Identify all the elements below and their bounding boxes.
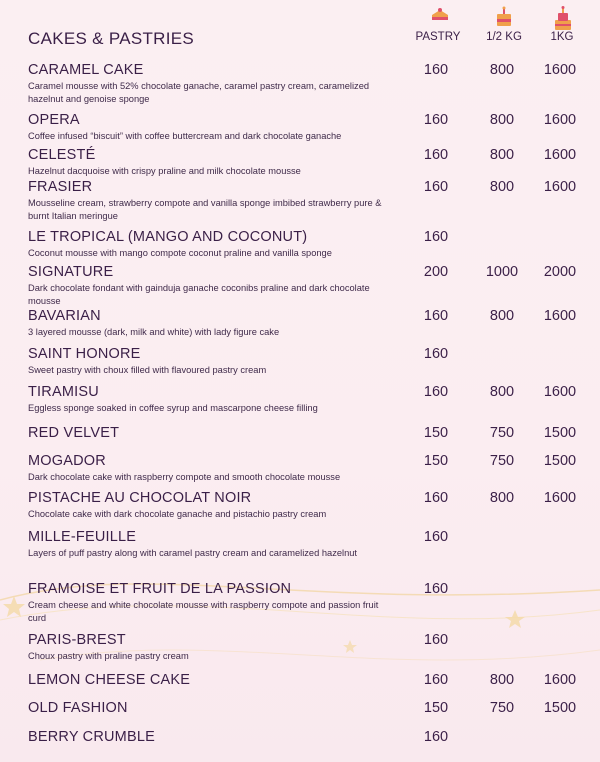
- price-one-kg: 1600: [543, 308, 577, 324]
- item-name: BAVARIAN: [28, 308, 101, 324]
- price-pastry: 160: [423, 729, 449, 745]
- item-name: PARIS-BREST: [28, 632, 126, 648]
- item-name: CELESTÉ: [28, 147, 96, 163]
- price-pastry: 150: [423, 425, 449, 441]
- item-description: Cream cheese and white chocolate mousse with raspberry compote and passion fruit curd: [28, 600, 379, 623]
- price-one-kg: 1500: [543, 453, 577, 469]
- item-name: OLD FASHION: [28, 700, 128, 716]
- item-description: Coconut mousse with mango compote coconut praline and vanilla sponge: [28, 248, 332, 258]
- price-pastry: 160: [423, 672, 449, 688]
- one-kg-cake-icon: [553, 6, 573, 32]
- menu-item: [28, 346, 588, 377]
- price-one-kg: 1600: [543, 62, 577, 78]
- price-half-kg: 800: [489, 384, 515, 400]
- column-header-one-kg: 1KG: [550, 31, 574, 43]
- price-one-kg: 1500: [543, 700, 577, 716]
- menu-item: [28, 179, 588, 223]
- item-description: Eggless sponge soaked in coffee syrup and mascarpone cheese filling: [28, 403, 318, 413]
- price-half-kg: 800: [489, 490, 515, 506]
- price-pastry: 150: [423, 700, 449, 716]
- price-pastry: 160: [423, 346, 449, 362]
- item-description: Sweet pastry with choux filled with flavoured pastry cream: [28, 365, 267, 375]
- item-name: PISTACHE AU CHOCOLAT NOIR: [28, 490, 252, 506]
- price-half-kg: 1000: [485, 264, 519, 280]
- price-one-kg: 1600: [543, 147, 577, 163]
- price-half-kg: 800: [489, 112, 515, 128]
- price-one-kg: 2000: [543, 264, 577, 280]
- pastry-slice-icon: [430, 6, 450, 26]
- menu-item: [28, 672, 588, 689]
- half-kg-cake-icon: [494, 6, 514, 28]
- menu-item: [28, 425, 588, 442]
- menu-item: [28, 229, 588, 260]
- price-one-kg: 1600: [543, 672, 577, 688]
- price-half-kg: 750: [489, 453, 515, 469]
- item-description: Mousseline cream, strawberry compote and vanilla sponge imbibed strawberry pure & burnt Italian meringue: [28, 198, 382, 221]
- price-pastry: 160: [423, 632, 449, 648]
- price-pastry: 160: [423, 490, 449, 506]
- price-pastry: 160: [423, 179, 449, 195]
- item-name: SIGNATURE: [28, 264, 114, 280]
- menu-item: [28, 729, 588, 746]
- item-description: Layers of puff pastry along with caramel pastry cream and caramelized hazelnut: [28, 548, 357, 558]
- menu-item: [28, 632, 588, 663]
- item-name: FRASIER: [28, 179, 93, 195]
- menu-item: [28, 62, 588, 106]
- item-description: Dark chocolate fondant with gainduja ganache coconibs praline and dark chocolate mousse: [28, 283, 370, 306]
- item-name: RED VELVET: [28, 425, 120, 441]
- price-half-kg: 750: [489, 425, 515, 441]
- item-description: 3 layered mousse (dark, milk and white) with lady figure cake: [28, 327, 280, 337]
- menu-item: [28, 700, 588, 717]
- price-half-kg: 800: [489, 308, 515, 324]
- section-title: CAKES & PASTRIES: [28, 29, 195, 48]
- item-description: Choux pastry with praline pastry cream: [28, 651, 189, 661]
- item-name: MOGADOR: [28, 453, 106, 469]
- price-one-kg: 1600: [543, 384, 577, 400]
- price-half-kg: 800: [489, 672, 515, 688]
- item-name: LE TROPICAL (MANGO AND COCONUT): [28, 229, 308, 245]
- item-name: MILLE-FEUILLE: [28, 529, 137, 545]
- price-pastry: 160: [423, 581, 449, 597]
- column-header-pastry: PASTRY: [415, 31, 461, 43]
- item-name: TIRAMISU: [28, 384, 99, 400]
- price-one-kg: 1500: [543, 425, 577, 441]
- item-name: LEMON CHEESE CAKE: [28, 672, 191, 688]
- price-pastry: 150: [423, 453, 449, 469]
- price-pastry: 160: [423, 112, 449, 128]
- price-one-kg: 1600: [543, 490, 577, 506]
- item-name: OPERA: [28, 112, 80, 128]
- item-name: FRAMOISE ET FRUIT DE LA PASSION: [28, 581, 292, 597]
- item-name: BERRY CRUMBLE: [28, 729, 155, 745]
- price-half-kg: 750: [489, 700, 515, 716]
- menu-item: [28, 490, 588, 521]
- item-description: Hazelnut dacquoise with crispy praline and milk chocolate mousse: [28, 166, 301, 176]
- item-description: Chocolate cake with dark chocolate ganache and pistachio pastry cream: [28, 509, 327, 519]
- price-half-kg: 800: [489, 147, 515, 163]
- item-description: Dark chocolate cake with raspberry compote and smooth chocolate mousse: [28, 472, 341, 482]
- price-one-kg: 1600: [543, 179, 577, 195]
- price-pastry: 160: [423, 384, 449, 400]
- price-pastry: 200: [423, 264, 449, 280]
- price-pastry: 160: [423, 308, 449, 324]
- price-one-kg: 1600: [543, 112, 577, 128]
- price-pastry: 160: [423, 62, 449, 78]
- price-half-kg: 800: [489, 179, 515, 195]
- column-header-half-kg: 1/2 KG: [486, 31, 522, 43]
- menu-item: [28, 453, 588, 484]
- item-name: CARAMEL CAKE: [28, 62, 144, 78]
- menu-header: [0, 0, 600, 60]
- menu-item: [28, 529, 588, 560]
- item-name: SAINT HONORE: [28, 346, 141, 362]
- price-half-kg: 800: [489, 62, 515, 78]
- menu-item: [28, 384, 588, 415]
- price-pastry: 160: [423, 529, 449, 545]
- star-icon: [3, 596, 25, 617]
- menu-item: [28, 308, 588, 339]
- price-pastry: 160: [423, 229, 449, 245]
- item-description: Coffee infused “biscuit” with coffee buttercream and dark chocolate ganache: [28, 131, 342, 141]
- menu-item: [28, 147, 588, 178]
- menu-item: [28, 112, 588, 143]
- menu-item: [28, 264, 588, 308]
- item-description: Caramel mousse with 52% chocolate ganache, caramel pastry cream, caramelized hazelnut and genoise sponge: [28, 81, 370, 104]
- price-pastry: 160: [423, 147, 449, 163]
- menu-item: [28, 581, 588, 625]
